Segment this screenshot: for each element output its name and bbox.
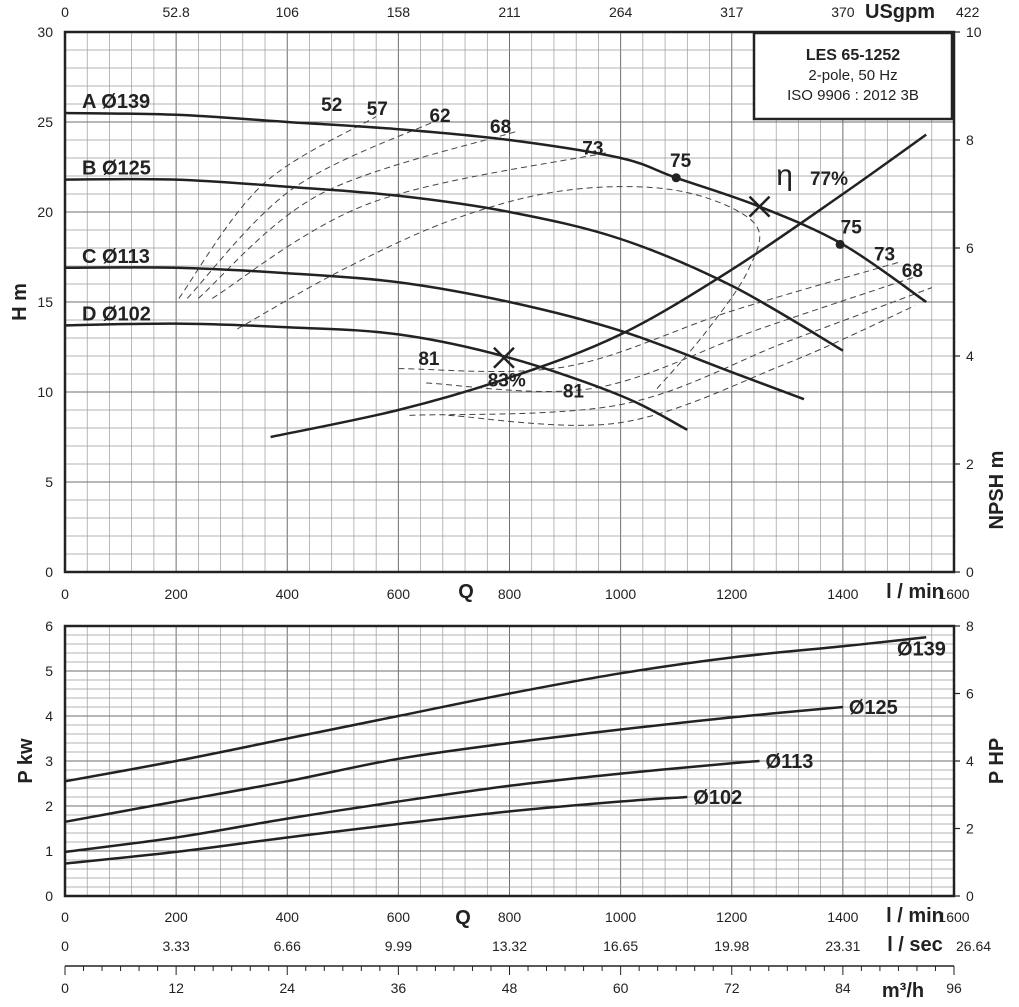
iso-efficiency-line	[179, 117, 376, 299]
info-box-speed: 2-pole, 50 Hz	[808, 67, 898, 84]
power-curve-label: Ø102	[693, 787, 743, 809]
head-y-tick: 30	[37, 24, 53, 40]
npsh-y-tick: 6	[966, 240, 974, 256]
head-x-tick: 1600	[938, 586, 970, 602]
efficiency-label: 52	[321, 95, 343, 117]
efficiency-label: 68	[490, 116, 512, 138]
info-box-standard: ISO 9906 : 2012 3B	[787, 87, 919, 104]
m3h-tick: 96	[946, 980, 962, 996]
hp-y-tick: 6	[966, 685, 974, 702]
efficiency-dot	[672, 173, 681, 182]
head-y-tick: 5	[45, 474, 53, 490]
iso-efficiency-line	[448, 306, 915, 426]
hp-y-tick: 8	[966, 618, 974, 634]
head-y-tick: 15	[37, 294, 53, 310]
head-y-tick: 0	[45, 564, 53, 580]
info-box-model: LES 65-1252	[805, 47, 901, 64]
usgpm-tick: 317	[720, 4, 744, 20]
bottom-scales	[61, 938, 991, 996]
power-x-tick: 1000	[605, 909, 637, 925]
head-curve-label: C Ø113	[82, 245, 150, 268]
lsec-unit: l / sec	[887, 934, 943, 956]
head-x-tick: 1000	[605, 586, 637, 602]
efficiency-symbol: η	[776, 159, 793, 192]
usgpm-tick: 158	[386, 4, 411, 20]
npsh-y-tick: 8	[966, 132, 974, 148]
efficiency-label: 81	[562, 381, 584, 403]
m3h-tick: 24	[279, 980, 296, 996]
usgpm-tick: 422	[956, 4, 980, 20]
power-ylabel: P kw	[15, 738, 37, 784]
usgpm-tick: 106	[275, 4, 299, 20]
head-xunit: l / min	[886, 581, 944, 603]
m3h-tick: 0	[61, 980, 69, 996]
usgpm-unit: USgpm	[865, 1, 935, 23]
iso-efficiency-line	[398, 262, 898, 371]
head-curve-label: B Ø125	[82, 157, 151, 180]
power-curve-label: Ø139	[897, 638, 946, 661]
efficiency-label: 73	[873, 244, 896, 266]
head-x-tick: 0	[61, 586, 69, 602]
head-y-tick: 10	[37, 384, 53, 400]
power-series-labels	[693, 638, 946, 809]
m3h-tick: 12	[168, 980, 184, 996]
lsec-tick: 3.33	[162, 938, 190, 954]
m3h-tick: 36	[390, 980, 407, 996]
head-x-tick: 200	[164, 586, 188, 602]
power-curve-label: Ø125	[848, 697, 898, 719]
head-ylabel: H m	[9, 283, 31, 321]
m3h-unit: m³/h	[881, 980, 925, 1002]
lsec-tick: 9.99	[384, 938, 412, 954]
power-x-tick: 1600	[938, 909, 970, 925]
power-y-tick: 0	[45, 888, 53, 904]
head-curve	[65, 113, 926, 302]
power-y-tick: 4	[45, 708, 53, 724]
efficiency-label: 62	[429, 106, 451, 127]
power-xunit: l / min	[886, 905, 944, 927]
usgpm-tick: 264	[608, 4, 633, 20]
power-x-tick: 200	[164, 909, 188, 925]
hp-ylabel: P HP	[986, 737, 1008, 785]
power-x-tick: 600	[386, 909, 411, 925]
hp-y-tick: 0	[966, 888, 974, 904]
iso-efficiency-lines	[179, 117, 932, 426]
head-y-tick: 25	[37, 114, 53, 130]
efficiency-label: 83%	[487, 370, 526, 392]
head-markers	[494, 173, 845, 367]
power-y-tick: 6	[45, 618, 53, 634]
lsec-tick: 16.65	[603, 938, 639, 954]
m3h-tick: 72	[723, 980, 740, 996]
efficiency-label: 75	[840, 217, 862, 239]
power-y-tick: 2	[45, 798, 53, 814]
power-x-tick: 400	[275, 909, 299, 925]
lsec-tick: 6.66	[273, 938, 301, 954]
head-curve-label: D Ø102	[82, 303, 151, 326]
npsh-y-tick: 2	[966, 456, 974, 472]
head-x-tick: 600	[386, 586, 411, 602]
power-xlabel: Q	[455, 907, 471, 929]
power-grid	[65, 626, 954, 896]
head-x-tick: 1200	[716, 586, 748, 602]
lsec-tick: 23.31	[825, 938, 861, 954]
npsh-y-tick: 0	[966, 564, 974, 580]
hp-y-tick: 2	[966, 820, 974, 837]
efficiency-label: 75	[670, 151, 692, 172]
power-curve-label: Ø113	[765, 751, 814, 773]
efficiency-label: 77%	[809, 169, 848, 190]
iso-efficiency-line	[212, 153, 607, 299]
power-y-tick: 1	[45, 843, 53, 859]
power-y-tick: 5	[45, 663, 53, 679]
lsec-tick: 0	[61, 938, 69, 954]
power-x-tick: 800	[497, 909, 522, 925]
iso-efficiency-line	[237, 187, 760, 392]
lsec-tick: 13.32	[491, 938, 528, 954]
usgpm-tick: 211	[498, 4, 521, 20]
m3h-tick: 48	[501, 980, 518, 996]
usgpm-tick: 52.8	[162, 4, 190, 20]
head-curve-label: A Ø139	[82, 91, 151, 113]
efficiency-label: 57	[366, 98, 388, 120]
efficiency-dot	[836, 240, 845, 249]
head-x-tick: 400	[275, 586, 299, 602]
efficiency-label: 81	[418, 349, 440, 370]
iso-efficiency-line	[198, 131, 518, 298]
power-y-tick: 3	[45, 753, 53, 769]
power-x-tick: 1200	[716, 909, 748, 925]
power-x-tick: 0	[61, 909, 69, 925]
bep-marker	[750, 197, 770, 217]
head-y-tick: 20	[37, 204, 53, 220]
head-xlabel: Q	[458, 581, 474, 603]
usgpm-tick: 0	[61, 4, 69, 20]
head-x-tick: 1400	[827, 586, 859, 602]
npsh-y-tick: 4	[966, 348, 974, 364]
m3h-tick: 60	[612, 980, 629, 996]
iso-efficiency-line	[187, 120, 437, 298]
lsec-tick: 26.64	[956, 938, 992, 954]
head-x-tick: 800	[497, 586, 522, 602]
usgpm-tick: 370	[831, 4, 855, 20]
npsh-ylabel: NPSH m	[986, 450, 1008, 530]
hp-y-tick: 4	[966, 753, 974, 769]
npsh-y-tick: 10	[966, 24, 982, 40]
efficiency-label: 68	[901, 260, 923, 282]
efficiency-label: 73	[582, 138, 604, 160]
m3h-tick: 84	[835, 980, 851, 996]
lsec-tick: 19.98	[714, 938, 750, 954]
power-x-tick: 1400	[827, 909, 859, 925]
